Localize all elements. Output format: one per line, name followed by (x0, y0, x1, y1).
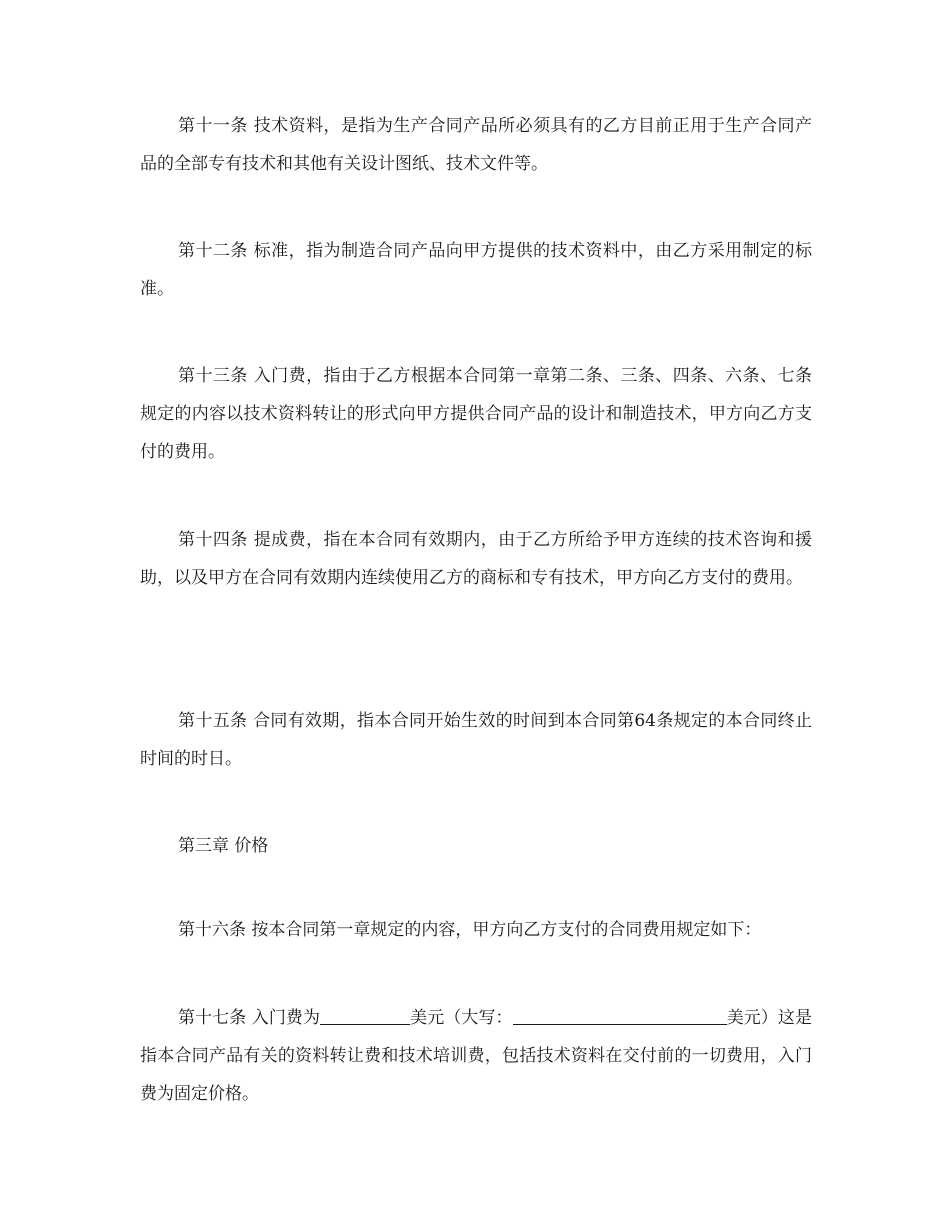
article-11: 第十一条 技术资料，是指为生产合同产品所必须具有的乙方目前正用于生产合同产品的全部专有技术和其他有关设计图纸、技术文件等。 (140, 116, 812, 174)
article-17-part-3: 美元）这是指本合同产品有关的资料转让费和技术培训费，包括技术资料在交付前的一切费用，入门费为固定价格。 (140, 1008, 813, 1104)
article-16: 第十六条 按本合同第一章规定的内容，甲方向乙方支付的合同费用规定如下： (178, 920, 762, 940)
entry-fee-words-blank (513, 1006, 727, 1025)
article-17-part-2: 美元（大写： (410, 1008, 513, 1028)
article-17-part-1: 第十七条 入门费为 (178, 1008, 321, 1028)
article-17 (140, 999, 812, 1113)
chapter-3-heading: 第三章 价格 (178, 836, 269, 856)
entry-fee-amount-blank (320, 1006, 410, 1025)
article-15: 第十五条 合同有效期，指本合同开始生效的时间到本合同第64条规定的本合同终止时间的时日。 (140, 711, 812, 769)
article-14: 第十四条 提成费，指在本合同有效期内，由于乙方所给予甲方连续的技术咨询和援助，以及甲方在合同有效期内连续使用乙方的商标和专有技术，甲方向乙方支付的费用。 (140, 530, 812, 588)
article-12: 第十二条 标准，指为制造合同产品向甲方提供的技术资料中，由乙方采用制定的标准。 (140, 241, 812, 299)
article-13: 第十三条 入门费，指由于乙方根据本合同第一章第二条、三条、四条、六条、七条规定的内容以技术资料转让的形式向甲方提供合同产品的设计和制造技术，甲方向乙方支付的费用。 (140, 366, 812, 462)
